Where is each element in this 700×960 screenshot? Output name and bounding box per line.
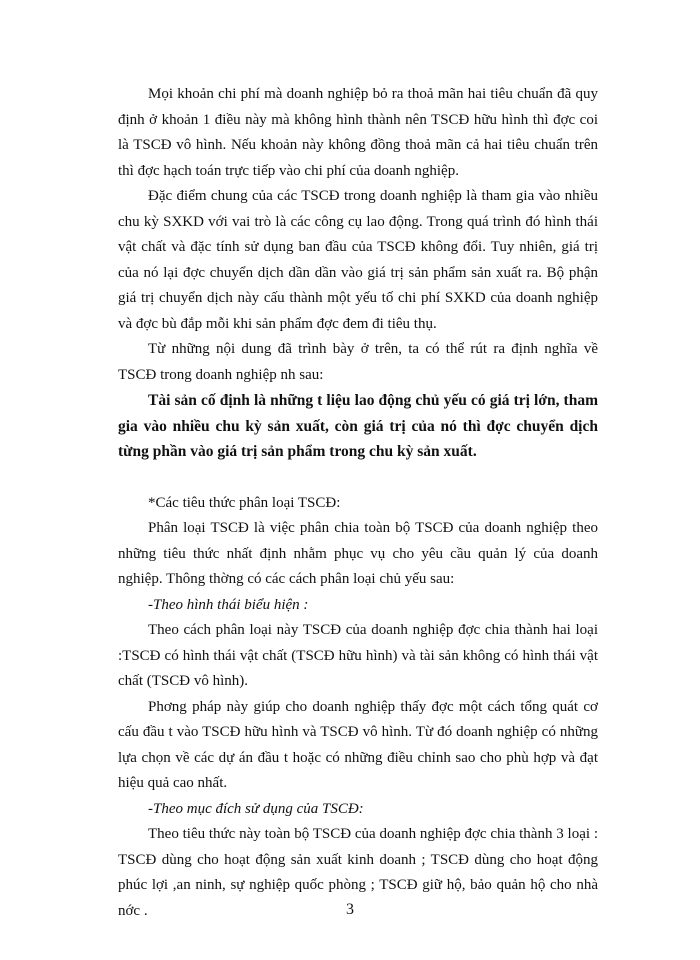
- paragraph-common-characteristics: Đặc điểm chung của các TSCĐ trong doanh nghiệp là tham gia vào nhiều chu kỳ SXKD với vai trò là các công cụ lao động. Trong quá trình đó hình thái vật chất và đặc tính sử dụng ban đầu của TSCĐ không đổi. Tuy nhiên, giá trị của nó lại đợc chuyển dịch dần dần vào giá trị sản phẩm sản xuất ra. Bộ phận giá trị chuyển dịch này cấu thành một yếu tố chi phí SXKD của doanh nghiệp và đợc bù đắp mỗi khi sản phẩm đợc đem đi tiêu thụ.: [118, 188, 598, 332]
- section-spacer: [118, 465, 598, 491]
- paragraph-definition: Tài sản cố định là những t liệu lao động chủ yếu có giá trị lớn, tham gia vào nhiều chu kỳ sản xuất, còn giá trị của nó thì đợc chuyển dịch từng phần vào giá trị sản phẩm trong chu kỳ sản xuất.: [118, 392, 598, 460]
- paragraph-classification-intro: Phân loại TSCĐ là việc phân chia toàn bộ TSCĐ của doanh nghiệp theo những tiêu thức nhất định nhằm phục vụ cho yêu cầu quản lý của doanh nghiệp. Thông thờng có các cách phân loại chủ yếu sau:: [118, 520, 598, 587]
- paragraph-method-benefit: Phơng pháp này giúp cho doanh nghiệp thấy đợc một cách tổng quát cơ cấu đầu t vào TSCĐ hữu hình và TSCĐ vô hình. Từ đó doanh nghiệp có những lựa chọn về các dự án đầu t hoặc có những điều chỉnh sao cho phù hợp và đạt hiệu quả cao nhất.: [118, 698, 598, 791]
- section-heading-classification: *Các tiêu thức phân loại TSCĐ:: [148, 494, 341, 511]
- paragraph-by-form: Theo cách phân loại này TSCĐ của doanh nghiệp đợc chia thành hai loại :TSCĐ có hình thái vật chất (TSCĐ hữu hình) và tài sản không có hình thái vật chất (TSCĐ vô hình).: [118, 622, 598, 689]
- subheading-by-purpose: -Theo mục đích sử dụng của TSCĐ:: [148, 800, 364, 817]
- document-body: [118, 82, 598, 924]
- paragraph-definition-intro: Từ những nội dung đã trình bày ở trên, ta có thể rút ra định nghĩa về TSCĐ trong doanh nghiệp nh sau:: [118, 341, 598, 383]
- subheading-by-form: -Theo hình thái biểu hiện :: [148, 596, 309, 613]
- paragraph-intangible-costs: Mọi khoản chi phí mà doanh nghiệp bỏ ra thoả mãn hai tiêu chuẩn đã quy định ở khoản 1 điều này mà không hình thành nên TSCĐ hữu hình thì đợc coi là TSCĐ vô hình. Nếu khoản này không đồng thoả mãn cả hai tiêu chuẩn trên thì đợc hạch toán trực tiếp vào chi phí của doanh nghiệp.: [118, 86, 598, 179]
- paragraph-by-purpose: Theo tiêu thức này toàn bộ TSCĐ của doanh nghiệp đợc chia thành 3 loại : TSCĐ dùng cho hoạt động sản xuất kinh doanh ; TSCĐ dùng cho hoạt động phúc lợi ,an ninh, sự nghiệp quốc phòng ; TSCĐ giữ hộ, bảo quản hộ cho nhà nớc .: [118, 826, 598, 919]
- page-number: 3: [346, 901, 354, 918]
